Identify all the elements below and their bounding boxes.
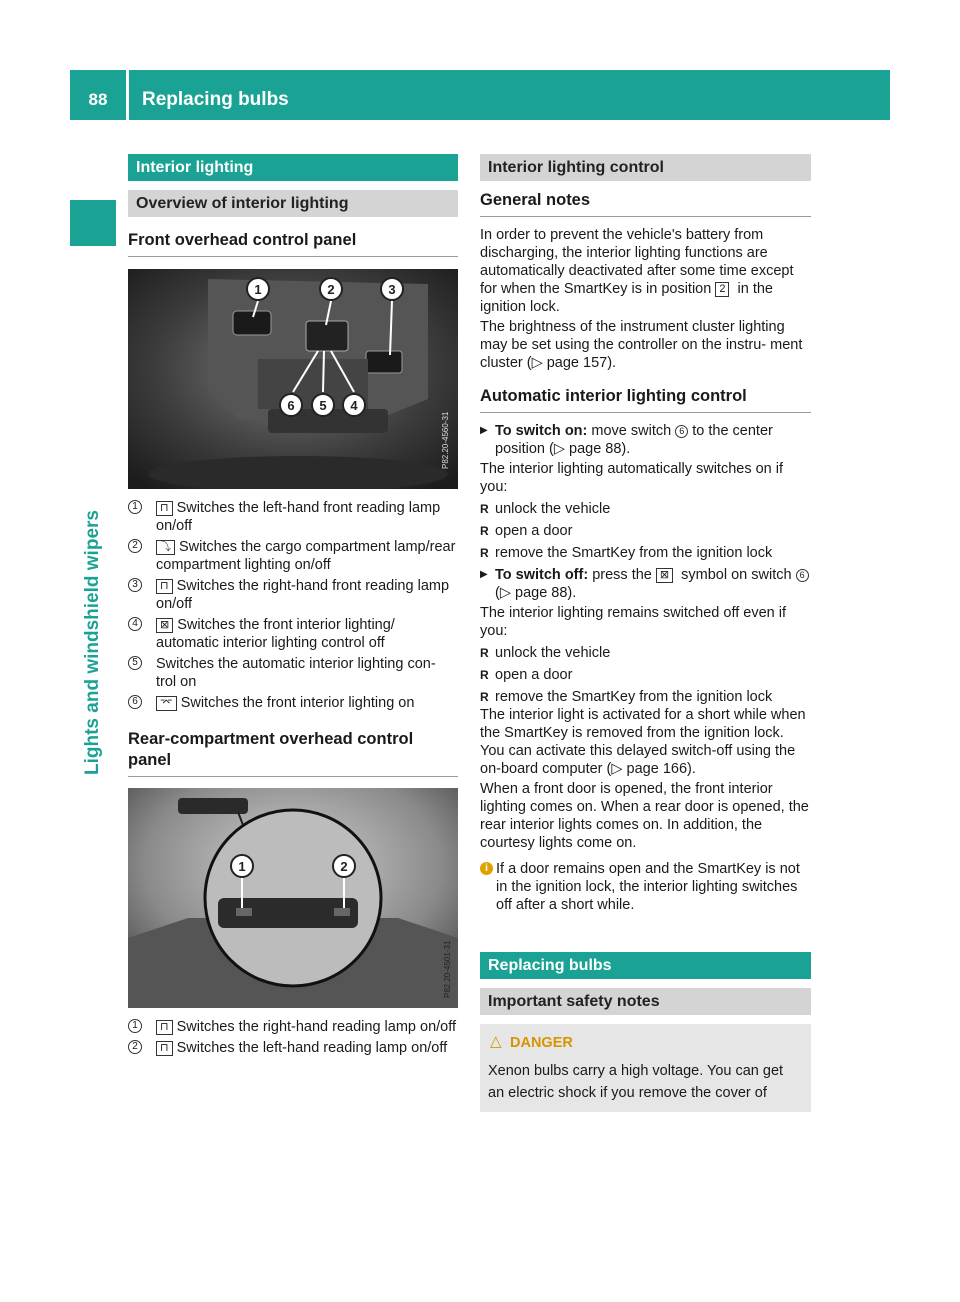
list-item: R open a door	[480, 522, 811, 540]
legend-item	[128, 616, 458, 652]
svg-text:5: 5	[319, 398, 327, 413]
rear-panel-photo	[128, 788, 458, 1008]
rear-panel-heading: Rear-compartment overhead control panel	[128, 729, 458, 777]
general-text: In order to prevent the vehicle's battery from discharging, the interior lighting functions are automatically deactivated after some time except for when the SmartKey is in position	[480, 227, 794, 297]
reading-lamp-icon: ⊓	[156, 501, 173, 516]
legend-item	[128, 694, 458, 712]
step-text: to the center position (▷ page 88).	[495, 423, 773, 457]
page-title: Replacing bulbs	[142, 89, 289, 110]
legend-number: 1	[128, 1019, 142, 1033]
front-panel-photo	[128, 269, 458, 489]
list-item: R remove the SmartKey from the ignition lock	[480, 688, 811, 706]
danger-box	[480, 1024, 811, 1112]
rear-photo-code: P82.20-4501-31	[443, 940, 452, 998]
delay-paragraph: The interior light is activated for a short while when the SmartKey is removed from the ignition lock. You can activate this delayed switch-off using the on-board computer (▷ page 166).	[480, 707, 806, 777]
danger-label: DANGER	[510, 1035, 573, 1051]
legend-text: Switches the right-hand reading lamp on/off	[176, 1019, 457, 1035]
legend-number: 4	[128, 617, 142, 631]
front-legend	[128, 499, 458, 712]
legend-item	[128, 499, 458, 535]
switch-on-step	[480, 422, 811, 458]
left-column	[128, 154, 458, 1060]
svg-text:3: 3	[388, 282, 396, 297]
legend-item	[128, 1018, 458, 1036]
legend-number: 2	[128, 539, 142, 553]
legend-text: Switches the front interior lighting/ automatic interior lighting control off	[156, 617, 395, 651]
page-header	[70, 70, 890, 120]
legend-item	[128, 655, 458, 691]
switch-number-icon: 6	[675, 425, 688, 438]
legend-item	[128, 577, 458, 613]
info-icon: i	[480, 862, 493, 875]
reading-lamp-icon: ⊓	[156, 1020, 173, 1035]
step-label: To switch on:	[495, 423, 588, 439]
auto-off-intro: The interior lighting remains switched off even if you:	[480, 605, 786, 639]
replacing-section-title: Replacing bulbs	[480, 952, 811, 979]
header-divider	[126, 70, 129, 120]
control-section-title: Interior lighting control	[480, 154, 811, 181]
lighting-off-icon: ⊠	[156, 618, 173, 633]
step-text: press the	[592, 567, 652, 583]
interior-light-on-icon: ⌤	[156, 696, 177, 711]
front-panel-heading: Front overhead control panel	[128, 230, 458, 257]
info-note	[480, 860, 811, 914]
warning-triangle-icon: △	[490, 1033, 502, 1050]
subsection-title: Overview of interior lighting	[128, 190, 458, 217]
chapter-marker	[70, 200, 116, 246]
general-text: in the ignition lock.	[480, 281, 773, 315]
legend-number: 2	[128, 1040, 142, 1054]
legend-item	[128, 538, 458, 574]
svg-text:2: 2	[327, 282, 335, 297]
step-text: symbol on switch	[681, 567, 792, 583]
legend-number: 1	[128, 500, 142, 514]
switch-off-step	[480, 566, 811, 602]
svg-text:2: 2	[340, 859, 348, 874]
auto-on-intro: The interior lighting automatically switches on if you:	[480, 461, 784, 495]
svg-text:4: 4	[350, 398, 358, 413]
reading-lamp-icon: ⊓	[156, 579, 173, 594]
step-label: To switch off:	[495, 567, 589, 583]
legend-text: Switches the front interior lighting on	[180, 695, 415, 711]
legend-text: Switches the cargo compartment lamp/rear compartment lighting on/off	[156, 539, 456, 573]
general-notes-p2: The brightness of the instrument cluster lighting may be set using the controller on the instru- ment cluster (▷ page 157).	[480, 319, 803, 371]
front-photo-code: P82.20-4560-31	[441, 411, 450, 469]
danger-text: Xenon bulbs carry a high voltage. You can get an electric shock if you remove the cover of	[488, 1063, 784, 1101]
general-notes-p1	[480, 226, 811, 316]
switch-number-icon: 6	[796, 569, 809, 582]
list-item: R unlock the vehicle	[480, 500, 811, 518]
info-text: If a door remains open and the SmartKey is not in the ignition lock, the interior lighting switches off after a short while.	[496, 861, 800, 913]
chapter-tab	[70, 255, 116, 775]
step-text: move switch	[591, 423, 672, 439]
page-number: 88	[88, 90, 108, 109]
right-column	[480, 154, 811, 1112]
list-item: R open a door	[480, 666, 811, 684]
legend-text: Switches the left-hand reading lamp on/off	[176, 1040, 448, 1056]
legend-number: 6	[128, 695, 142, 709]
legend-text: Switches the right-hand front reading lamp on/off	[156, 578, 450, 612]
section-title: Interior lighting	[128, 154, 458, 181]
legend-text: Switches the left-hand front reading lamp on/off	[156, 500, 441, 534]
chapter-title: Lights and windshield wipers	[82, 510, 103, 775]
legend-number: 5	[128, 656, 142, 670]
svg-text:1: 1	[238, 859, 246, 874]
legend-text: Switches the automatic interior lighting con- trol on	[156, 656, 436, 690]
cargo-lamp-icon: ⤵	[156, 540, 175, 555]
key-position-icon: 2	[715, 282, 729, 297]
general-notes-heading: General notes	[480, 190, 811, 217]
legend-item	[128, 1039, 458, 1057]
danger-header	[488, 1034, 803, 1052]
legend-number: 3	[128, 578, 142, 592]
list-item: R unlock the vehicle	[480, 644, 811, 662]
safety-subsection-title: Important safety notes	[480, 988, 811, 1015]
rear-legend	[128, 1018, 458, 1057]
reading-lamp-icon: ⊓	[156, 1041, 173, 1056]
step-text: (▷ page 88).	[495, 585, 577, 601]
rear-panel-illustration	[128, 788, 458, 1008]
door-paragraph: When a front door is opened, the front interior lighting comes on. When a rear door is opened, the rear interior lights comes on. In addition, the courtesy lights come on.	[480, 781, 809, 851]
auto-control-heading: Automatic interior lighting control	[480, 386, 811, 413]
list-item: R remove the SmartKey from the ignition lock	[480, 544, 811, 562]
lighting-off-icon: ⊠	[656, 568, 673, 583]
svg-text:1: 1	[254, 282, 262, 297]
front-panel-illustration	[128, 269, 458, 489]
svg-text:6: 6	[287, 398, 295, 413]
